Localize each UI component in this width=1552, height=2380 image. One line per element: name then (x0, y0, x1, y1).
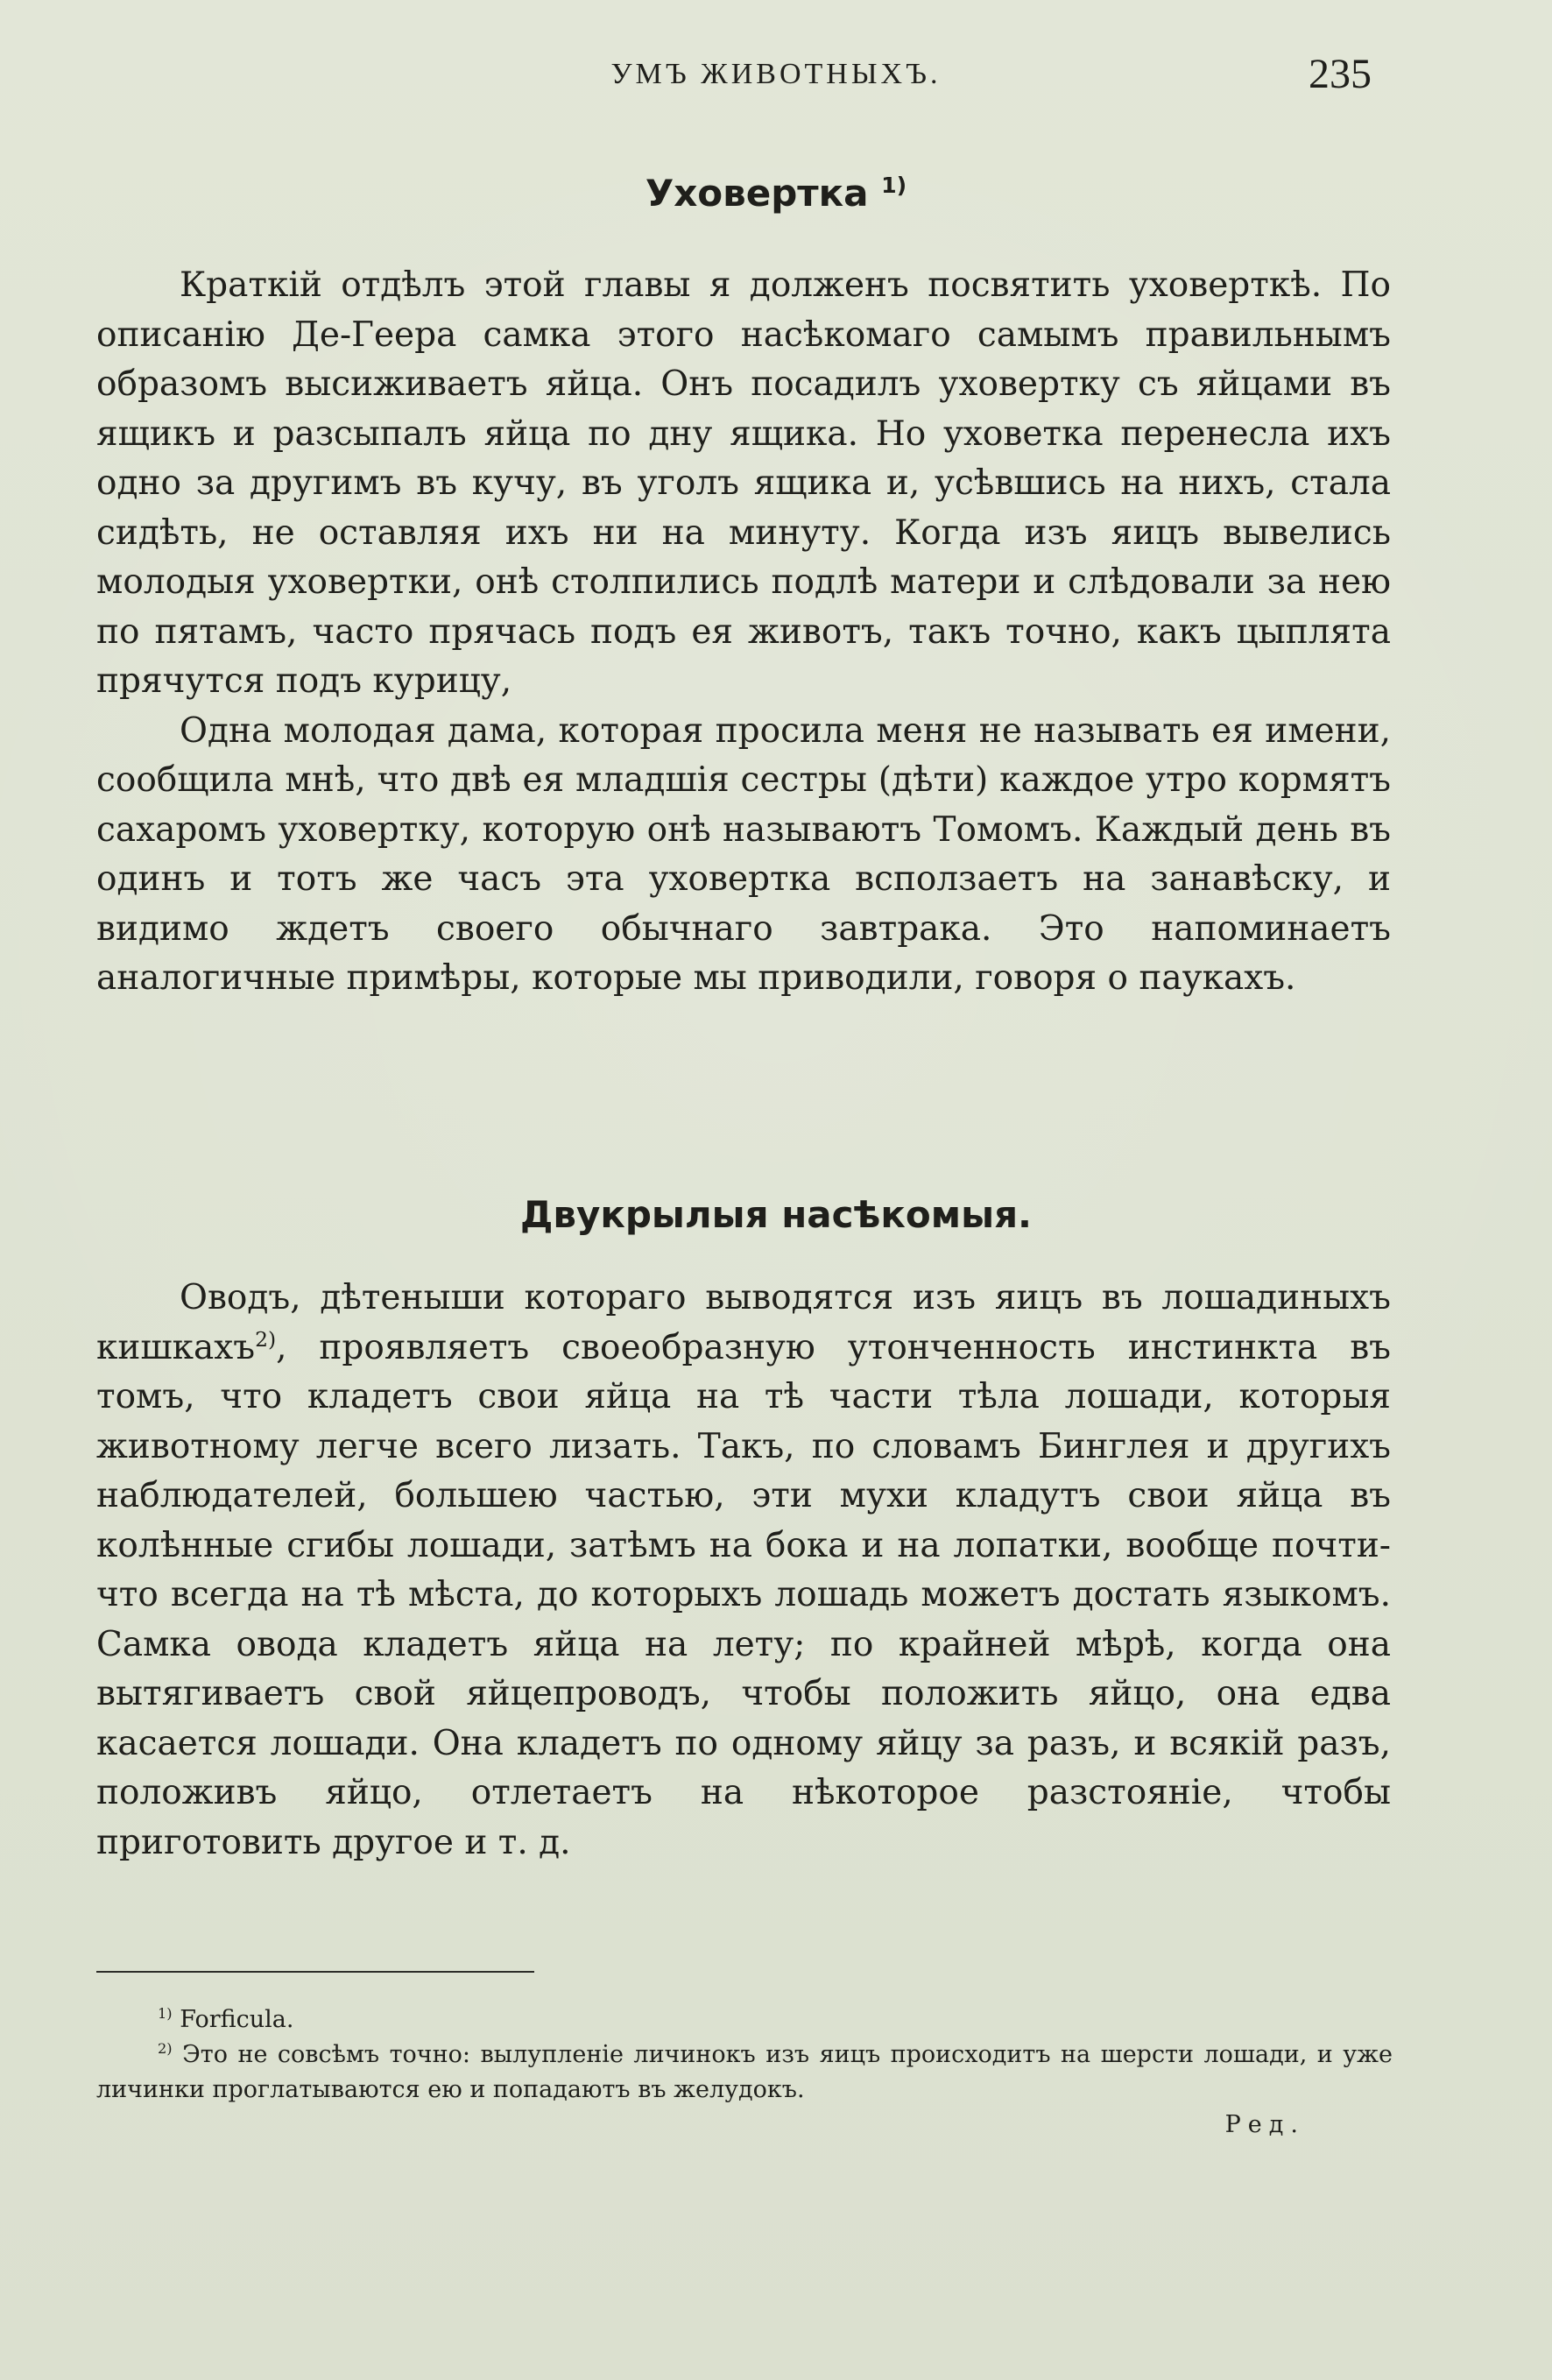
paragraph-earwig-2: Одна молодая дама, которая просила меня не называть ея имени, сообщила мнѣ, что двѣ ея младшія сестры (дѣти) каждое утро кормятъ сахаромъ уховертку, которую онѣ называютъ Томомъ. Каждый день въ одинъ и тотъ же часъ эта уховертка всползаетъ на занавѣску, и видимо ждетъ своего обычнаго завтрака. Это напоминаетъ аналогичные примѣры, которые мы приводили, говоря о паукахъ. (96, 710, 1391, 998)
paragraph-earwig-1: Краткій отдѣлъ этой главы я долженъ посвятить уховерткѣ. По описанію Де-Геера самка этого насѣкомаго самымъ правильнымъ образомъ высиживаетъ яйца. Онъ посадилъ уховертку съ яйцами въ ящикъ и разсыпалъ яйца по дну ящика. Но уховетка перенесла ихъ одно за другимъ въ кучу, въ уголъ ящика и, усѣвшись на нихъ, стала сидѣть, не оставляя ихъ ни на минуту. Когда изъ яицъ вывелись молодыя уховертки, онѣ столпились подлѣ матери и слѣдовали за нею по пятамъ, часто прячась подъ ея животъ, такъ точно, какъ цыплята прячутся подъ курицу, (96, 265, 1391, 701)
footnote-divider (96, 1971, 534, 1973)
section-earwig-body (96, 261, 1391, 1004)
paragraph-diptera-1 (96, 1274, 1391, 1868)
footnote-1 (96, 2002, 1393, 2037)
running-head (0, 44, 1552, 105)
running-title: УМЪ ЖИВОТНЫХЪ. (610, 58, 942, 90)
section-title-earwig (0, 168, 1552, 219)
footnote-1-text: Forficula. (180, 2006, 294, 2033)
footnote-ref-2: 2) (255, 1326, 277, 1352)
paragraph-diptera-after-ref: , проявляетъ своеобразную утонченность инстинкта въ томъ, что кладетъ свои яйца на тѣ части тѣла лошади, которыя животному легче всего лизать. Такъ, по словамъ Бинглея и другихъ наблюдателей, большею частью, эти мухи кладутъ свои яйца въ колѣнные сгибы лошади, затѣмъ на бока и на лопатки, вообще почти-что всегда на тѣ мѣста, до которыхъ лошадь можетъ достать языкомъ. Самка овода кладетъ яйца на лету; по крайней мѣрѣ, когда она вытягиваетъ свой яйцепроводъ, чтобы положить яйцо, она едва касается лошади. Она кладетъ по одному яйцу за разъ, и всякій разъ, положивъ яйцо, отлетаетъ на нѣкоторое разстояніе, чтобы приготовить другое и т. д. (96, 1327, 1391, 1862)
paragraph-diptera-before-ref: Оводъ, дѣтеныши котораго выводятся изъ яицъ въ лошадиныхъ кишкахъ (96, 1278, 1391, 1367)
editor-signature: Ред. (1224, 2111, 1305, 2138)
footnote-2-marker: 2) (158, 2040, 173, 2057)
section-title-earwig-text: Уховертка (645, 172, 869, 215)
footnote-2 (96, 2037, 1393, 2108)
footnote-ref-1: 1) (881, 173, 907, 198)
section-title-diptera: Двукрылыя насѣкомыя. (519, 1193, 1032, 1236)
footnotes (96, 2002, 1393, 2143)
footnote-2-text: Это не совсѣмъ точно: вылупленіе личинокъ изъ яицъ происходитъ на шерсти лошади, и уже личинки проглатываются ею и попадаютъ въ желудокъ. (96, 2041, 1393, 2103)
footnote-1-marker: 1) (158, 2005, 173, 2022)
section-diptera-body (96, 1274, 1391, 1868)
page-number: 235 (1309, 51, 1372, 97)
